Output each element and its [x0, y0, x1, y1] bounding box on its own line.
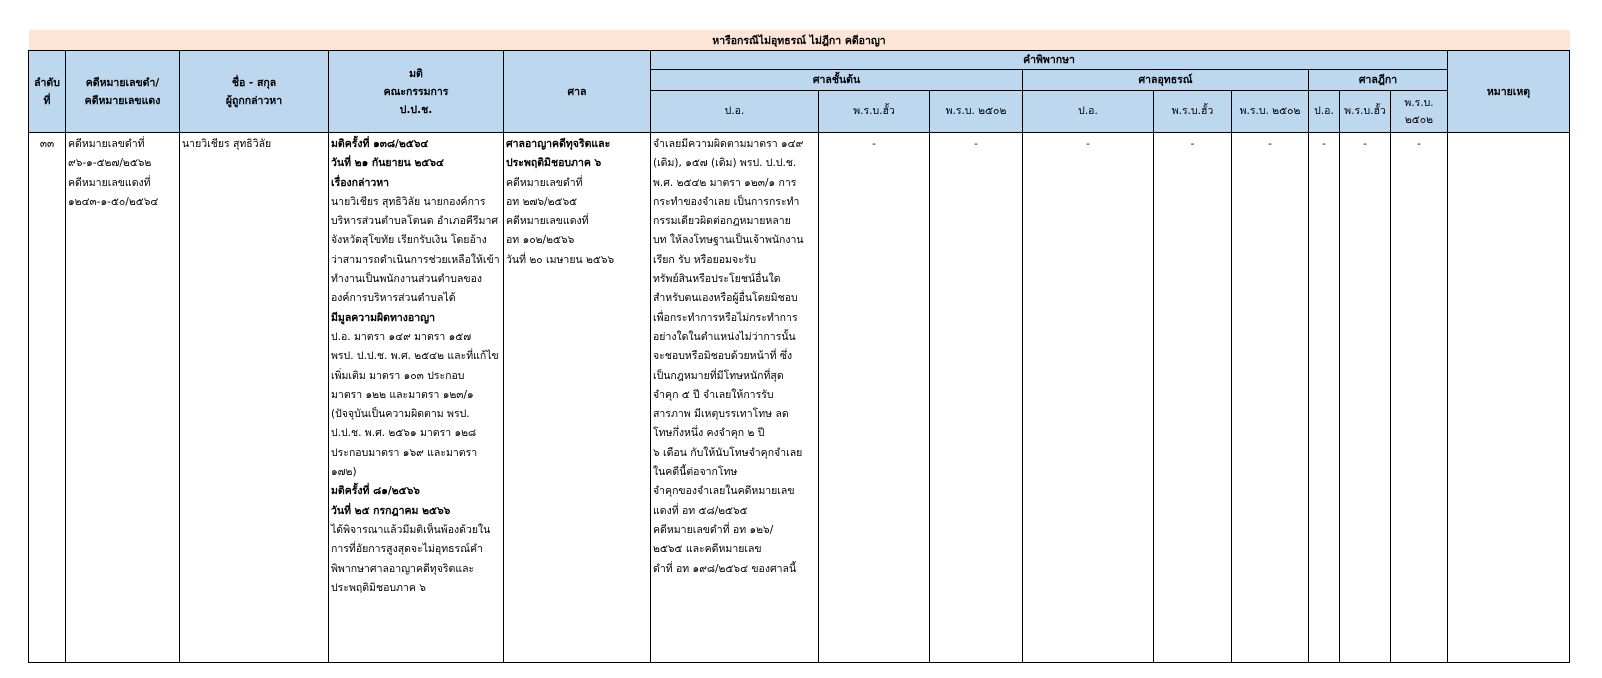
header-court: ศาล: [504, 51, 651, 133]
header-order: ลำดับ ที่: [29, 51, 66, 133]
cell-name: นายวิเชียร สุทธิวิลัย: [180, 133, 329, 663]
header-case-no: คดีหมายเลขดำ/ คดีหมายเลขแดง: [66, 51, 180, 133]
header-supreme-ua: พ.ร.บ.ฮั้ว: [1340, 91, 1391, 133]
header-first-po: ป.อ.: [651, 91, 819, 133]
header-name: ชื่อ - สกุล ผู้ถูกกล่าวหา: [180, 51, 329, 133]
table-title: หารือกรณีไม่อุทธรณ์ ไม่ฎีกา คดีอาญา: [29, 30, 1570, 51]
cell-judgment-po: จำเลยมีความผิดตามมาตรา ๑๔๙ (เดิม), ๑๕๗ (เดิม) พรป. ป.ป.ช. พ.ศ. ๒๕๔๒ มาตรา ๑๒๓/๑ การ กระทำของจำเลย เป็นการกระทำ กรรมเดียวผิดต่อกฎหมายหลาย บท ให้ลงโทษฐานเป็นเจ้าพนักงาน เรียก รับ หรือยอมจะรับ ทรัพย์สินหรือประโยชน์อื่นใด สำหรับตนเองหรือผู้อื่นโดยมิชอบ เพื่อกระทำการหรือไม่กระทำการ อย่างใดในตำแหน่งไม่ว่าการนั้น จะชอบหรือมิชอบด้วยหน้าที่ ซึ่ง เป็นกฎหมายที่มีโทษหนักที่สุด จำคุก ๕ ปี จำเลยให้การรับ สารภาพ มีเหตุบรรเทาโทษ ลด โทษกึ่งหนึ่ง คงจำคุก ๒ ปี ๖ เดือน กับให้นับโทษจำคุกจำเลย ในคดีนี้ต่อจากโทษ จำคุกของจำเลยในคดีหมายเลข แดงที่ อท ๕๘/๒๕๖๕ คดีหมายเลขดำที่ อท ๑๒๖/ ๒๕๖๕ และคดีหมายเลข ดำที่ อท ๑๙๘/๒๕๖๔ ของศาลนี้: [651, 133, 819, 663]
case-table: [28, 30, 1570, 663]
cell-supreme-ua: -: [1340, 133, 1391, 663]
header-appeal-po: ป.อ.: [1023, 91, 1154, 133]
cell-first-ua: -: [819, 133, 930, 663]
cell-resolution: มติครั้งที่ ๑๓๘/๒๕๖๔ วันที่ ๒๑ กันยายน ๒๕๖๔ เรื่องกล่าวหา นายวิเชียร สุทธิวิลัย นายกองค์การ บริหารส่วนตำบลโตนด อำเภอคีรีมาศ จังหวัดสุโขทัย เรียกรับเงิน โดยอ้าง ว่าสามารถดำเนินการช่วยเหลือให้เข้า ทำงานเป็นพนักงานส่วนตำบลของ องค์การบริหารส่วนตำบลได้ มีมูลความผิดทางอาญา ป.อ. มาตรา ๑๔๙ มาตรา ๑๕๗ พรป. ป.ป.ช. พ.ศ. ๒๕๔๒ และที่แก้ไข เพิ่มเติม มาตรา ๑๐๓ ประกอบ มาตรา ๑๒๒ และมาตรา ๑๒๓/๑ (ปัจจุบันเป็นความผิดตาม พรป. ป.ป.ช. พ.ศ. ๒๕๖๑ มาตรา ๑๒๘ ประกอบมาตรา ๑๖๙ และมาตรา ๑๗๒) มติครั้งที่ ๘๑/๒๕๖๖ วันที่ ๒๕ กรกฎาคม ๒๕๖๖ ได้พิจารณาแล้วมีมติเห็นพ้องด้วยใน การที่อัยการสูงสุดจะไม่อุทธรณ์คำ พิพากษาศาลอาญาคดีทุจริตและ ประพฤติมิชอบภาค ๖: [329, 133, 504, 663]
table-row: [29, 133, 1570, 663]
cell-case-no: คดีหมายเลขดำที่ ๙๖-๑-๕๒๗/๒๕๖๒ คดีหมายเลขแดงที่ ๑๒๔๓-๑-๕๐/๒๕๖๔: [66, 133, 180, 663]
cell-order: ๓๓: [29, 133, 66, 663]
header-appeal-ua: พ.ร.บ.ฮั้ว: [1154, 91, 1232, 133]
header-first-2502: พ.ร.บ. ๒๕๐๒: [930, 91, 1023, 133]
cell-remarks: [1448, 133, 1570, 663]
header-judgment: คำพิพากษา: [651, 51, 1448, 70]
header-resolution: มติ คณะกรรมการ ป.ป.ช.: [329, 51, 504, 133]
header-supreme-court: ศาลฎีกา: [1309, 70, 1448, 91]
header-appeal-2502: พ.ร.บ. ๒๕๐๒: [1232, 91, 1309, 133]
header-first-court: ศาลชั้นต้น: [651, 70, 1023, 91]
cell-supreme-po: -: [1309, 133, 1340, 663]
cell-appeal-po: -: [1023, 133, 1154, 663]
header-supreme-po: ป.อ.: [1309, 91, 1340, 133]
cell-court: ศาลอาญาคดีทุจริตและ ประพฤติมิชอบภาค ๖ คดีหมายเลขดำที่ อท ๒๗๖/๒๕๖๕ คดีหมายเลขแดงที่ อท ๑๐๒/๒๕๖๖ วันที่ ๒๐ เมษายน ๒๕๖๖: [504, 133, 651, 663]
cell-first-2502: -: [930, 133, 1023, 663]
header-first-ua: พ.ร.บ.ฮั้ว: [819, 91, 930, 133]
header-remarks: หมายเหตุ: [1448, 51, 1570, 133]
header-appeal-court: ศาลอุทธรณ์: [1023, 70, 1309, 91]
cell-appeal-ua: -: [1154, 133, 1232, 663]
cell-appeal-2502: -: [1232, 133, 1309, 663]
spreadsheet: [28, 30, 1569, 663]
header-supreme-2502: พ.ร.บ. ๒๕๐๒: [1391, 91, 1448, 133]
cell-supreme-2502: -: [1391, 133, 1448, 663]
